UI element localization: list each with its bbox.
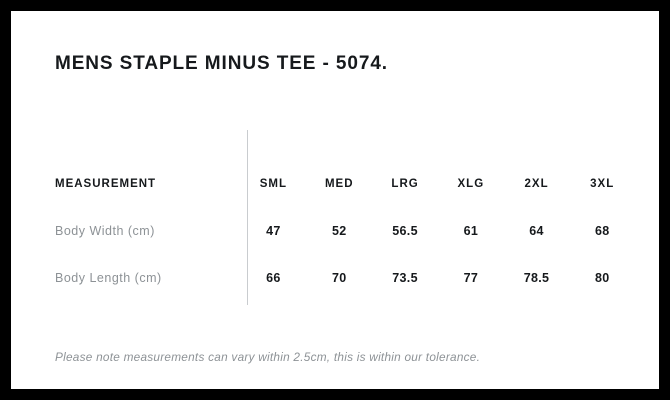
cell-body-length-med: 70	[331, 270, 347, 285]
cell-body-length-lrg: 73.5	[392, 270, 418, 285]
table-header-row	[55, 161, 635, 207]
column-header-sml: SML	[259, 178, 287, 190]
content-area	[45, 11, 635, 389]
cell-body-width-3xl: 68	[594, 223, 610, 238]
page-title: MENS STAPLE MINUS TEE - 5074.	[55, 53, 388, 74]
table-row	[55, 254, 635, 301]
cell-body-length-3xl: 80	[594, 270, 610, 285]
size-chart-table	[55, 161, 635, 301]
table-row	[55, 207, 635, 254]
cell-body-width-sml: 47	[266, 223, 281, 238]
cell-body-length-xlg: 77	[463, 270, 479, 285]
row-label-body-width: Body Width (cm)	[55, 223, 155, 238]
size-chart-page	[11, 11, 659, 389]
column-header-measurement: MEASUREMENT	[55, 178, 157, 190]
column-header-3xl: 3XL	[590, 178, 615, 190]
cell-body-width-2xl: 64	[529, 223, 544, 238]
cell-body-width-med: 52	[331, 223, 347, 238]
column-header-2xl: 2XL	[524, 178, 549, 190]
cell-body-length-sml: 66	[266, 270, 281, 285]
cell-body-length-2xl: 78.5	[523, 270, 550, 285]
cell-body-width-lrg: 56.5	[392, 223, 418, 238]
tolerance-note: Please note measurements can vary within 2.5cm, this is within our tolerance.	[55, 350, 481, 364]
column-header-lrg: LRG	[391, 178, 419, 190]
row-label-body-length: Body Length (cm)	[55, 270, 162, 285]
column-header-xlg: XLG	[457, 178, 485, 190]
cell-body-width-xlg: 61	[463, 223, 479, 238]
column-header-med: MED	[324, 178, 354, 190]
